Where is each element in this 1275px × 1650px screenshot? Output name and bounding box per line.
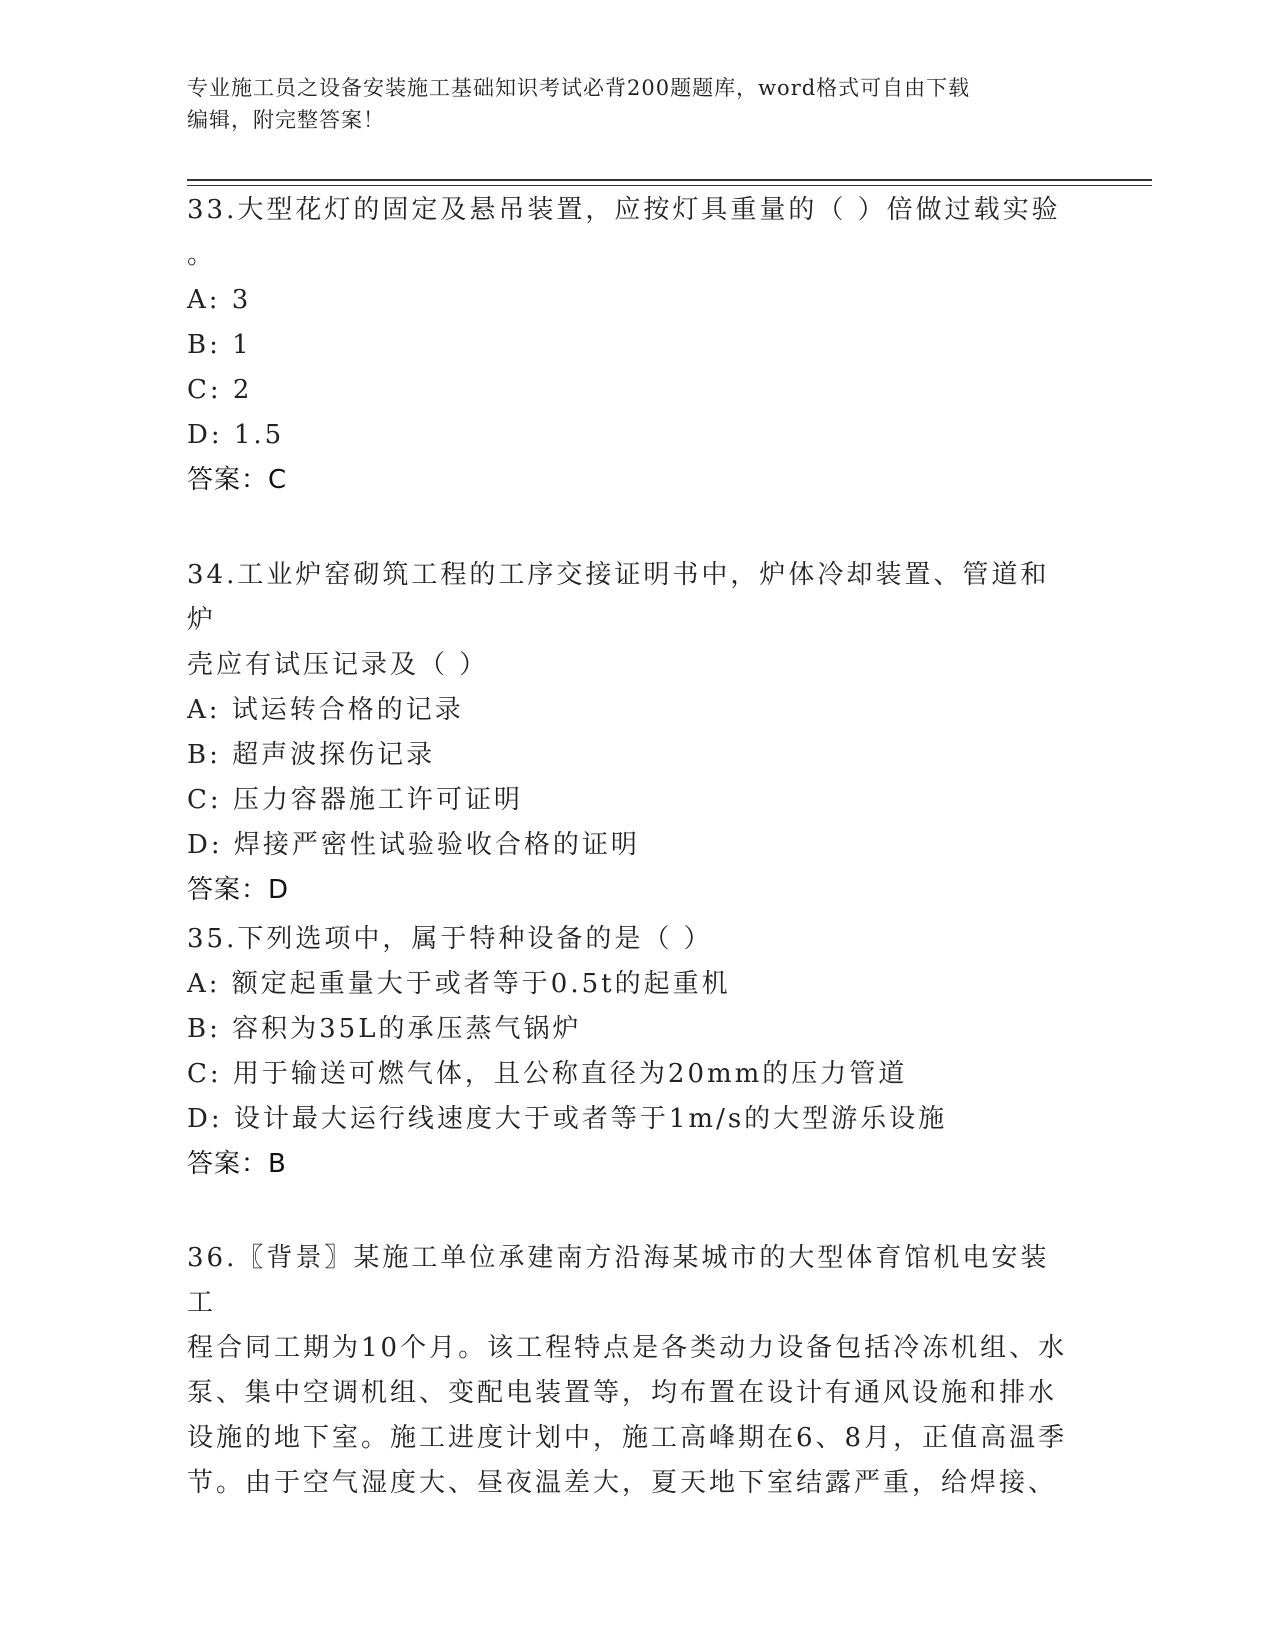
question-36 <box>187 1236 1077 1506</box>
option-d: D: 设计最大运行线速度大于或者等于1m/s的大型游乐设施 <box>187 1104 948 1134</box>
background-line: 程合同工期为10个月。该工程特点是各类动力设备包括冷冻机组、水 <box>187 1333 1068 1363</box>
option-d: D: 1.5 <box>187 420 285 450</box>
option-b: B: 容积为35L的承压蒸气锅炉 <box>187 1014 582 1044</box>
background-line: 36.〖背景〗某施工单位承建南方沿海某城市的大型体育馆机电安装工 <box>187 1243 1050 1318</box>
question-33 <box>187 188 1077 503</box>
option-d: D: 焊接严密性试验验收合格的证明 <box>187 830 640 860</box>
document-header <box>187 72 1067 136</box>
answer: 答案：C <box>187 465 288 495</box>
answer: 答案：B <box>187 1149 287 1179</box>
option-a: A: 额定起重量大于或者等于0.5t的起重机 <box>187 969 731 999</box>
option-a: A: 试运转合格的记录 <box>187 695 464 725</box>
header-line-1: 专业施工员之设备安装施工基础知识考试必背200题题库，word格式可自由下载 <box>187 76 971 100</box>
question-stem-continued: 壳应有试压记录及（ ） <box>187 650 489 680</box>
question-stem: 34.工业炉窑砌筑工程的工序交接证明书中，炉体冷却装置、管道和炉 <box>187 560 1050 635</box>
header-divider-thin <box>187 185 1152 186</box>
background-line: 泵、集中空调机组、变配电装置等，均布置在设计有通风设施和排水 <box>187 1378 1058 1408</box>
background-line: 设施的地下室。施工进度计划中，施工高峰期在6、8月，正值高温季 <box>187 1423 1068 1453</box>
option-c: C: 压力容器施工许可证明 <box>187 785 523 815</box>
question-35 <box>187 917 1077 1187</box>
option-b: B: 1 <box>187 330 252 360</box>
question-34 <box>187 553 1077 913</box>
option-c: C: 用于输送可燃气体，且公称直径为20mm的压力管道 <box>187 1059 908 1089</box>
header-divider-thick <box>187 179 1152 181</box>
option-a: A: 3 <box>187 285 252 315</box>
answer: 答案：D <box>187 875 290 905</box>
question-stem: 33.大型花灯的固定及悬吊装置，应按灯具重量的（ ）倍做过载实验 <box>187 195 1061 225</box>
background-line: 节。由于空气湿度大、昼夜温差大，夏天地下室结露严重，给焊接、 <box>187 1468 1058 1498</box>
question-stem: 35.下列选项中，属于特种设备的是（ ） <box>187 924 713 954</box>
option-b: B: 超声波探伤记录 <box>187 740 436 770</box>
option-c: C: 2 <box>187 375 253 405</box>
header-line-2: 编辑，附完整答案！ <box>187 108 385 132</box>
question-stem-continued: 。 <box>187 240 217 270</box>
